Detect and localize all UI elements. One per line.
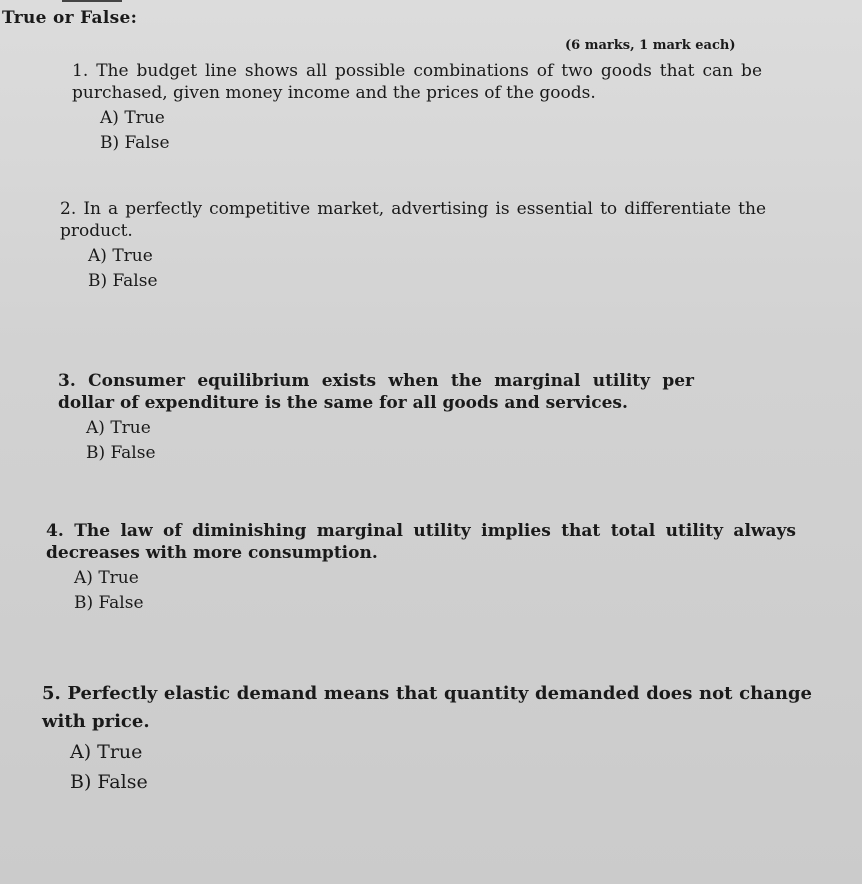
question-3-option-true[interactable]: A) True	[86, 418, 151, 438]
question-5	[42, 680, 812, 796]
section-title: True or False:	[2, 8, 138, 28]
question-5-option-false[interactable]: B) False	[70, 771, 148, 793]
question-4-statement: The law of diminishing marginal utility implies that total utility always decreases with more consumption.	[46, 521, 797, 563]
question-2	[60, 198, 766, 292]
question-2-statement: In a perfectly competitive market, advertising is essential to differentiate the product.	[60, 199, 766, 241]
question-4-option-false[interactable]: B) False	[74, 593, 144, 613]
question-4-option-true[interactable]: A) True	[74, 568, 139, 588]
question-2-number: 2.	[60, 199, 77, 219]
question-1-number: 1.	[72, 61, 89, 81]
marks-note: (6 marks, 1 mark each)	[565, 38, 736, 53]
question-2-option-false[interactable]: B) False	[88, 271, 158, 291]
question-1-text	[72, 60, 762, 104]
question-4-number: 4.	[46, 521, 64, 541]
question-1-option-false[interactable]: B) False	[100, 133, 170, 153]
question-2-option-true[interactable]: A) True	[88, 246, 153, 266]
question-5-text	[42, 680, 812, 736]
question-5-statement: Perfectly elastic demand means that quantity demanded does not change with price.	[42, 683, 812, 732]
question-4	[46, 520, 796, 614]
question-1-statement: The budget line shows all possible combinations of two goods that can be purchased, given money income and the prices of the goods.	[72, 61, 763, 103]
question-3-statement: Consumer equilibrium exists when the marginal utility per dollar of expenditure is the same for all goods and services.	[58, 371, 695, 413]
question-3-option-false[interactable]: B) False	[86, 443, 156, 463]
question-4-text	[46, 520, 796, 564]
question-5-number: 5.	[42, 683, 61, 704]
question-5-option-true[interactable]: A) True	[70, 741, 143, 763]
question-2-text	[60, 198, 766, 242]
question-3-number: 3.	[58, 371, 76, 391]
question-1	[72, 60, 762, 154]
question-3	[58, 370, 694, 464]
question-1-option-true[interactable]: A) True	[100, 108, 165, 128]
question-3-text	[58, 370, 694, 414]
